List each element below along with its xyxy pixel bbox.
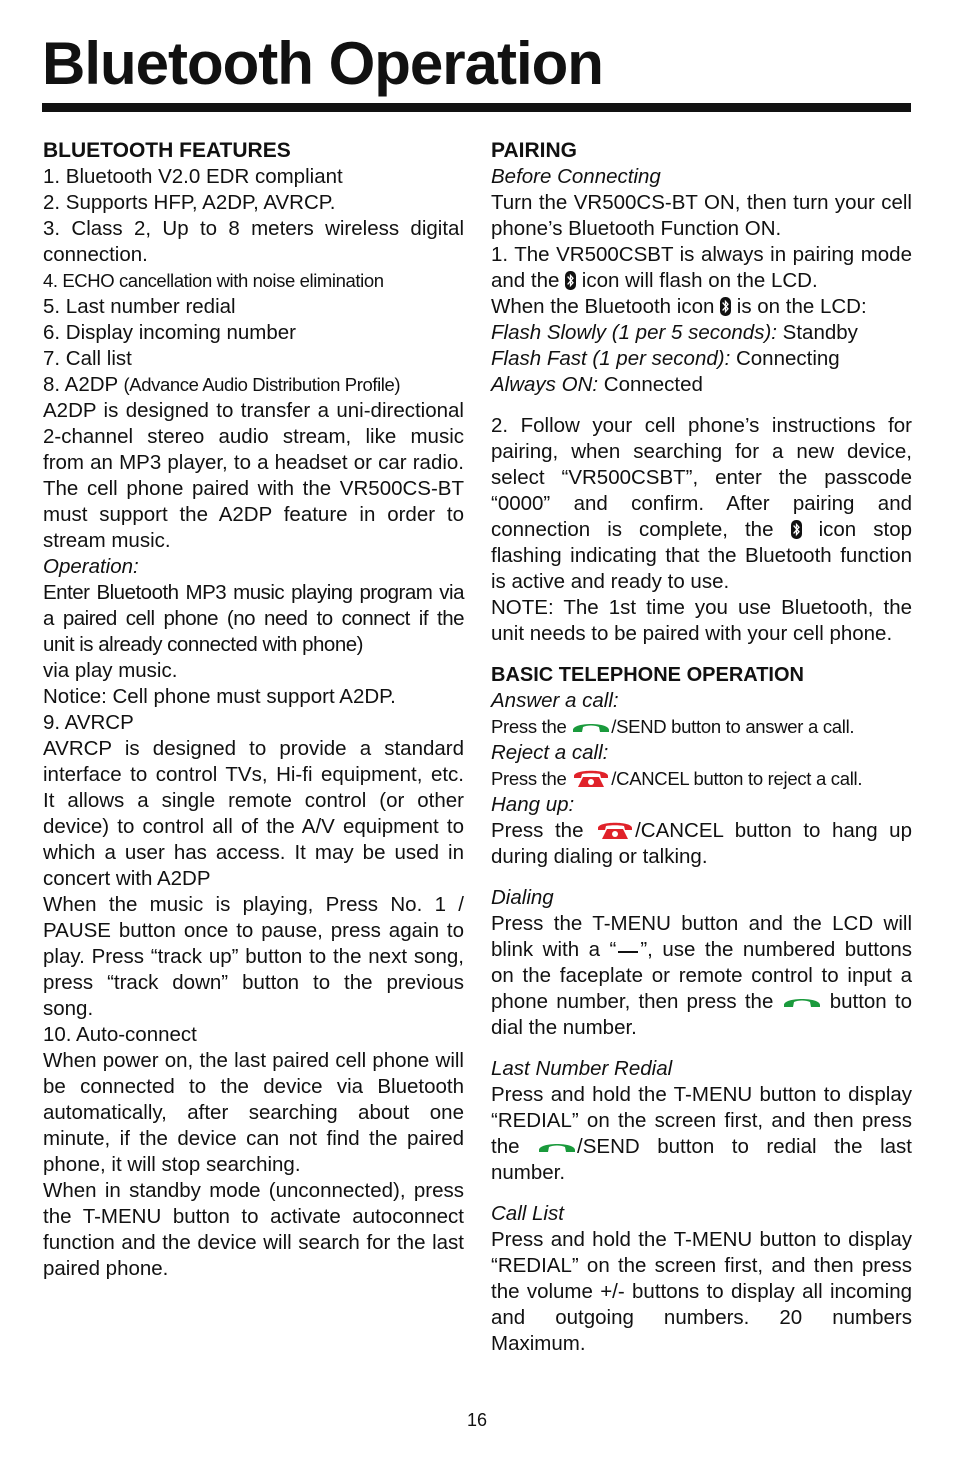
- pairing-step-1: [491, 242, 912, 294]
- bluetooth-icon: [565, 271, 576, 290]
- pairing-step-2-text: icon stop flashing indicating that the Bluetooth function is active and ready to use.: [491, 518, 913, 593]
- feature-item: 3. Class 2, Up to 8 meters wireless digital connection.: [43, 217, 464, 266]
- pairing-step-1-text: icon will flash on the LCD.: [576, 269, 818, 292]
- dialing-text-part: Press the T-MENU button and the LCD will blink with a “: [491, 912, 912, 961]
- flash-slow-label: Flash Slowly (1 per 5 seconds):: [491, 321, 777, 344]
- dialing-text-part: button to dial the number.: [491, 990, 912, 1039]
- pairing-step-2: [491, 413, 912, 595]
- answer-call-label: Answer a call:: [491, 689, 619, 712]
- feature-item: 9. AVRCP: [43, 711, 134, 734]
- flash-fast-row: [491, 346, 912, 372]
- pairing-step-1-icon-line: [491, 294, 912, 320]
- pairing-step-1-text: When the Bluetooth icon: [491, 295, 721, 318]
- always-on-row: [491, 372, 912, 398]
- hang-up-text-part: /CANCEL button to hang up during dialing or talking.: [491, 819, 912, 868]
- flash-fast-value: Connecting: [730, 347, 840, 370]
- phone-send-icon: [571, 716, 611, 736]
- pairing-column: [491, 138, 912, 1357]
- pairing-step-1-text: 1. The VR500CSBT is always in pairing mode and the: [491, 243, 912, 292]
- features-column: [43, 138, 464, 1282]
- reject-call-label: Reject a call:: [491, 741, 609, 764]
- reject-call-text-part: Press the: [491, 768, 572, 789]
- reject-call-text: [491, 766, 912, 792]
- call-list-label: Call List: [491, 1202, 564, 1225]
- autoconnect-text: When power on, the last paired cell phone will be connected to the device via Bluetooth automatically, after searching about one minute, if the device can not find the paired phone, it will stop searching.: [43, 1049, 464, 1176]
- operation-text: Enter Bluetooth MP3 music playing program via a paired cell phone (no need to connect if the unit is already connected with phone): [43, 581, 464, 656]
- before-connecting-text: Turn the VR500CS-BT ON, then turn your cell phone’s Bluetooth Function ON.: [491, 191, 912, 240]
- pairing-step-2-text: 2. Follow your cell phone’s instructions for pairing, when searching for a new device, select “VR500CSBT”, enter the passcode “0000” and confirm. After pairing and connection is complete, the: [491, 414, 912, 541]
- dialing-text-part: ”, use the numbered buttons on the faceplate or remote control to input a phone number, then press the: [491, 938, 912, 1013]
- feature-item: 6. Display incoming number: [43, 321, 296, 344]
- dialing-text: [491, 911, 912, 1041]
- phone-send-icon: [782, 991, 822, 1011]
- flash-slow-row: [491, 320, 912, 346]
- title-divider: [42, 103, 911, 112]
- pairing-step-1-text: is on the LCD:: [731, 295, 867, 318]
- feature-item: [43, 372, 464, 398]
- phone-cancel-icon: [571, 768, 611, 788]
- always-on-value: Connected: [598, 373, 703, 396]
- reject-call-text-part: /CANCEL button to reject a call.: [611, 768, 863, 789]
- answer-call-text-part: /SEND button to answer a call.: [611, 716, 855, 737]
- hang-up-label: Hang up:: [491, 793, 575, 816]
- call-list-text: Press and hold the T-MENU button to display “REDIAL” on the screen first, and then press the volume +/- buttons to display all incoming and outgoing numbers. 20 numbers Maximum.: [491, 1228, 912, 1355]
- music-control-text: When the music is playing, Press No. 1 / PAUSE button once to pause, press again to play. Press “track up” button to the next song, press “track down” button to the previous song.: [43, 893, 464, 1020]
- phone-cancel-icon: [595, 820, 635, 840]
- feature-item: 4. ECHO cancellation with noise elimination: [43, 270, 384, 291]
- redial-text: [491, 1082, 912, 1186]
- feature-item: 1. Bluetooth V2.0 EDR compliant: [43, 165, 343, 188]
- operation-label: Operation:: [43, 555, 139, 578]
- hang-up-text-part: Press the: [491, 819, 596, 842]
- always-on-label: Always ON:: [491, 373, 599, 396]
- telephone-heading: BASIC TELEPHONE OPERATION: [491, 664, 804, 686]
- feature-description: (Advance Audio Distribution Profile): [123, 374, 401, 395]
- bluetooth-icon: [720, 297, 731, 316]
- redial-text-part: Press and hold the T-MENU button to display “REDIAL” on the screen first, and then press the: [491, 1083, 912, 1158]
- pairing-note: NOTE: The 1st time you use Bluetooth, the unit needs to be paired with your cell phone.: [491, 596, 912, 645]
- phone-send-icon: [537, 1136, 577, 1156]
- redial-label: Last Number Redial: [491, 1057, 673, 1080]
- features-heading: BLUETOOTH FEATURES: [43, 139, 291, 162]
- avrcp-description: AVRCP is designed to provide a standard interface to control TVs, Hi-fi equipment, etc. It allows a single remote control (or other device) to control all of the A/V equipment to which a user has access. It may be used in concert with A2DP: [43, 737, 464, 890]
- feature-item: 7. Call list: [43, 347, 132, 370]
- autoconnect-standby-text: When in standby mode (unconnected), press the T-MENU button to activate autoconnect function and the device will search for the last paired phone.: [43, 1179, 464, 1280]
- operation-text-end: via play music.: [43, 659, 178, 682]
- before-connecting-label: Before Connecting: [491, 165, 661, 188]
- a2dp-description: A2DP is designed to transfer a uni-directional 2-channel stereo audio stream, like music from an MP3 player, to a headset or car radio. The cell phone paired with the VR500CS-BT must support the A2DP feature in order to stream music.: [43, 399, 464, 552]
- page-title: Bluetooth Operation: [42, 30, 603, 97]
- blink-dash-icon: [618, 945, 638, 953]
- flash-fast-label: Flash Fast (1 per second):: [491, 347, 731, 370]
- redial-text-part: /SEND button to redial the last number.: [491, 1135, 912, 1184]
- feature-item: 5. Last number redial: [43, 295, 236, 318]
- answer-call-text: [491, 714, 912, 740]
- pairing-heading: PAIRING: [491, 139, 577, 162]
- notice-text: Notice: Cell phone must support A2DP.: [43, 685, 396, 708]
- answer-call-text-part: Press the: [491, 716, 572, 737]
- dialing-label: Dialing: [491, 886, 554, 909]
- bluetooth-icon: [791, 520, 802, 539]
- flash-slow-value: Standby: [776, 321, 858, 344]
- feature-item: 2. Supports HFP, A2DP, AVRCP.: [43, 191, 336, 214]
- feature-number: 8. A2DP: [43, 373, 124, 396]
- hang-up-text: [491, 818, 912, 870]
- page-number: 16: [466, 1410, 488, 1430]
- feature-item: 10. Auto-connect: [43, 1023, 197, 1046]
